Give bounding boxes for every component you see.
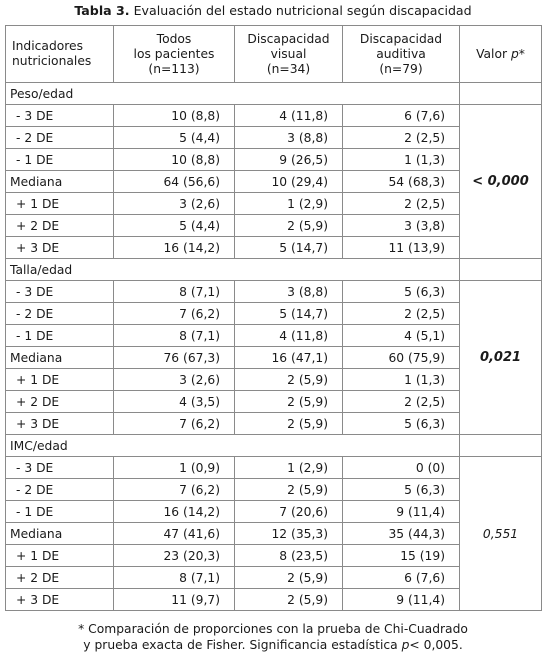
row-label: Mediana xyxy=(6,171,114,193)
footnote-line1: * Comparación de proporciones con la prueba de Chi-Cuadrado xyxy=(78,622,468,636)
cell-all-patients: 8 (7,1) xyxy=(114,281,235,303)
cell-auditory: 60 (75,9) xyxy=(343,347,460,369)
cell-visual: 5 (14,7) xyxy=(235,237,343,259)
row-label: + 1 DE xyxy=(6,193,114,215)
header-all-patients: Todos los pacientes (n=113) xyxy=(114,26,235,83)
group-p-blank xyxy=(460,435,542,457)
cell-all-patients: 23 (20,3) xyxy=(114,545,235,567)
cell-auditory: 2 (2,5) xyxy=(343,127,460,149)
cell-auditory: 5 (6,3) xyxy=(343,413,460,435)
row-label: + 3 DE xyxy=(6,413,114,435)
cell-visual: 2 (5,9) xyxy=(235,215,343,237)
p-value xyxy=(460,105,542,259)
cell-auditory: 1 (1,3) xyxy=(343,369,460,391)
row-label: - 2 DE xyxy=(6,479,114,501)
row-label: - 2 DE xyxy=(6,303,114,325)
group-header-row xyxy=(6,435,542,457)
caption-label: Tabla 3. xyxy=(74,3,130,18)
cell-auditory: 5 (6,3) xyxy=(343,479,460,501)
row-label: - 1 DE xyxy=(6,325,114,347)
cell-auditory: 5 (6,3) xyxy=(343,281,460,303)
cell-auditory: 15 (19) xyxy=(343,545,460,567)
cell-all-patients: 10 (8,8) xyxy=(114,105,235,127)
caption-text: Evaluación del estado nutricional según discapacidad xyxy=(129,3,472,18)
cell-all-patients: 4 (3,5) xyxy=(114,391,235,413)
group-name: Talla/edad xyxy=(6,259,460,281)
cell-visual: 12 (35,3) xyxy=(235,523,343,545)
cell-auditory: 3 (3,8) xyxy=(343,215,460,237)
cell-all-patients: 7 (6,2) xyxy=(114,479,235,501)
cell-auditory: 4 (5,1) xyxy=(343,325,460,347)
row-label: + 2 DE xyxy=(6,391,114,413)
cell-auditory: 54 (68,3) xyxy=(343,171,460,193)
cell-visual: 4 (11,8) xyxy=(235,325,343,347)
table-row xyxy=(6,281,542,303)
cell-all-patients: 8 (7,1) xyxy=(114,567,235,589)
header-auditory: Discapacidad auditiva (n=79) xyxy=(343,26,460,83)
row-label: - 1 DE xyxy=(6,149,114,171)
row-label: Mediana xyxy=(6,347,114,369)
cell-auditory: 2 (2,5) xyxy=(343,303,460,325)
cell-all-patients: 5 (4,4) xyxy=(114,215,235,237)
group-header-row xyxy=(6,259,542,281)
row-label: - 2 DE xyxy=(6,127,114,149)
cell-all-patients: 7 (6,2) xyxy=(114,413,235,435)
cell-auditory: 9 (11,4) xyxy=(343,589,460,611)
header-visual: Discapacidad visual (n=34) xyxy=(235,26,343,83)
p-value-text: < 0,000 xyxy=(472,174,529,189)
cell-auditory: 2 (2,5) xyxy=(343,193,460,215)
cell-visual: 3 (8,8) xyxy=(235,127,343,149)
cell-visual: 16 (47,1) xyxy=(235,347,343,369)
cell-all-patients: 1 (0,9) xyxy=(114,457,235,479)
row-label: + 1 DE xyxy=(6,545,114,567)
footnote-line2-end: < 0,005. xyxy=(409,638,463,652)
row-label: - 3 DE xyxy=(6,281,114,303)
header-indicators: Indicadores nutricionales xyxy=(6,26,114,83)
table-row xyxy=(6,457,542,479)
cell-auditory: 2 (2,5) xyxy=(343,391,460,413)
row-label: + 3 DE xyxy=(6,237,114,259)
row-label: - 3 DE xyxy=(6,457,114,479)
cell-all-patients: 11 (9,7) xyxy=(114,589,235,611)
p-value xyxy=(460,457,542,611)
row-label: - 3 DE xyxy=(6,105,114,127)
table-row xyxy=(6,105,542,127)
cell-visual: 2 (5,9) xyxy=(235,369,343,391)
cell-auditory: 1 (1,3) xyxy=(343,149,460,171)
row-label: + 2 DE xyxy=(6,567,114,589)
footnote xyxy=(0,621,546,653)
header-row xyxy=(6,26,542,83)
group-name: Peso/edad xyxy=(6,83,460,105)
cell-visual: 7 (20,6) xyxy=(235,501,343,523)
cell-visual: 1 (2,9) xyxy=(235,193,343,215)
cell-visual: 2 (5,9) xyxy=(235,413,343,435)
group-p-blank xyxy=(460,259,542,281)
group-header-row xyxy=(6,83,542,105)
footnote-p-italic: p xyxy=(401,638,410,652)
cell-all-patients: 8 (7,1) xyxy=(114,325,235,347)
cell-visual: 1 (2,9) xyxy=(235,457,343,479)
row-label: + 1 DE xyxy=(6,369,114,391)
group-p-blank xyxy=(460,83,542,105)
nutrition-table xyxy=(5,25,542,611)
cell-visual: 2 (5,9) xyxy=(235,567,343,589)
header-p-italic: p xyxy=(510,46,519,61)
cell-visual: 2 (5,9) xyxy=(235,391,343,413)
cell-auditory: 11 (13,9) xyxy=(343,237,460,259)
cell-auditory: 0 (0) xyxy=(343,457,460,479)
cell-all-patients: 7 (6,2) xyxy=(114,303,235,325)
header-p-value: Valor p* xyxy=(460,26,542,83)
cell-all-patients: 76 (67,3) xyxy=(114,347,235,369)
cell-all-patients: 16 (14,2) xyxy=(114,237,235,259)
cell-visual: 10 (29,4) xyxy=(235,171,343,193)
table-caption xyxy=(0,0,546,25)
p-value-text: 0,021 xyxy=(479,350,522,365)
cell-visual: 5 (14,7) xyxy=(235,303,343,325)
footnote-line2: y prueba exacta de Fisher. Significancia estadística xyxy=(83,638,402,652)
cell-auditory: 6 (7,6) xyxy=(343,567,460,589)
cell-visual: 2 (5,9) xyxy=(235,589,343,611)
cell-auditory: 35 (44,3) xyxy=(343,523,460,545)
cell-visual: 3 (8,8) xyxy=(235,281,343,303)
row-label: - 1 DE xyxy=(6,501,114,523)
row-label: Mediana xyxy=(6,523,114,545)
p-value xyxy=(460,281,542,435)
cell-visual: 9 (26,5) xyxy=(235,149,343,171)
cell-visual: 4 (11,8) xyxy=(235,105,343,127)
cell-visual: 8 (23,5) xyxy=(235,545,343,567)
p-value-text: 0,551 xyxy=(482,526,519,541)
cell-auditory: 9 (11,4) xyxy=(343,501,460,523)
cell-all-patients: 10 (8,8) xyxy=(114,149,235,171)
cell-all-patients: 47 (41,6) xyxy=(114,523,235,545)
cell-all-patients: 16 (14,2) xyxy=(114,501,235,523)
cell-all-patients: 5 (4,4) xyxy=(114,127,235,149)
row-label: + 3 DE xyxy=(6,589,114,611)
cell-all-patients: 64 (56,6) xyxy=(114,171,235,193)
group-name: IMC/edad xyxy=(6,435,460,457)
cell-all-patients: 3 (2,6) xyxy=(114,193,235,215)
cell-auditory: 6 (7,6) xyxy=(343,105,460,127)
cell-visual: 2 (5,9) xyxy=(235,479,343,501)
row-label: + 2 DE xyxy=(6,215,114,237)
cell-all-patients: 3 (2,6) xyxy=(114,369,235,391)
